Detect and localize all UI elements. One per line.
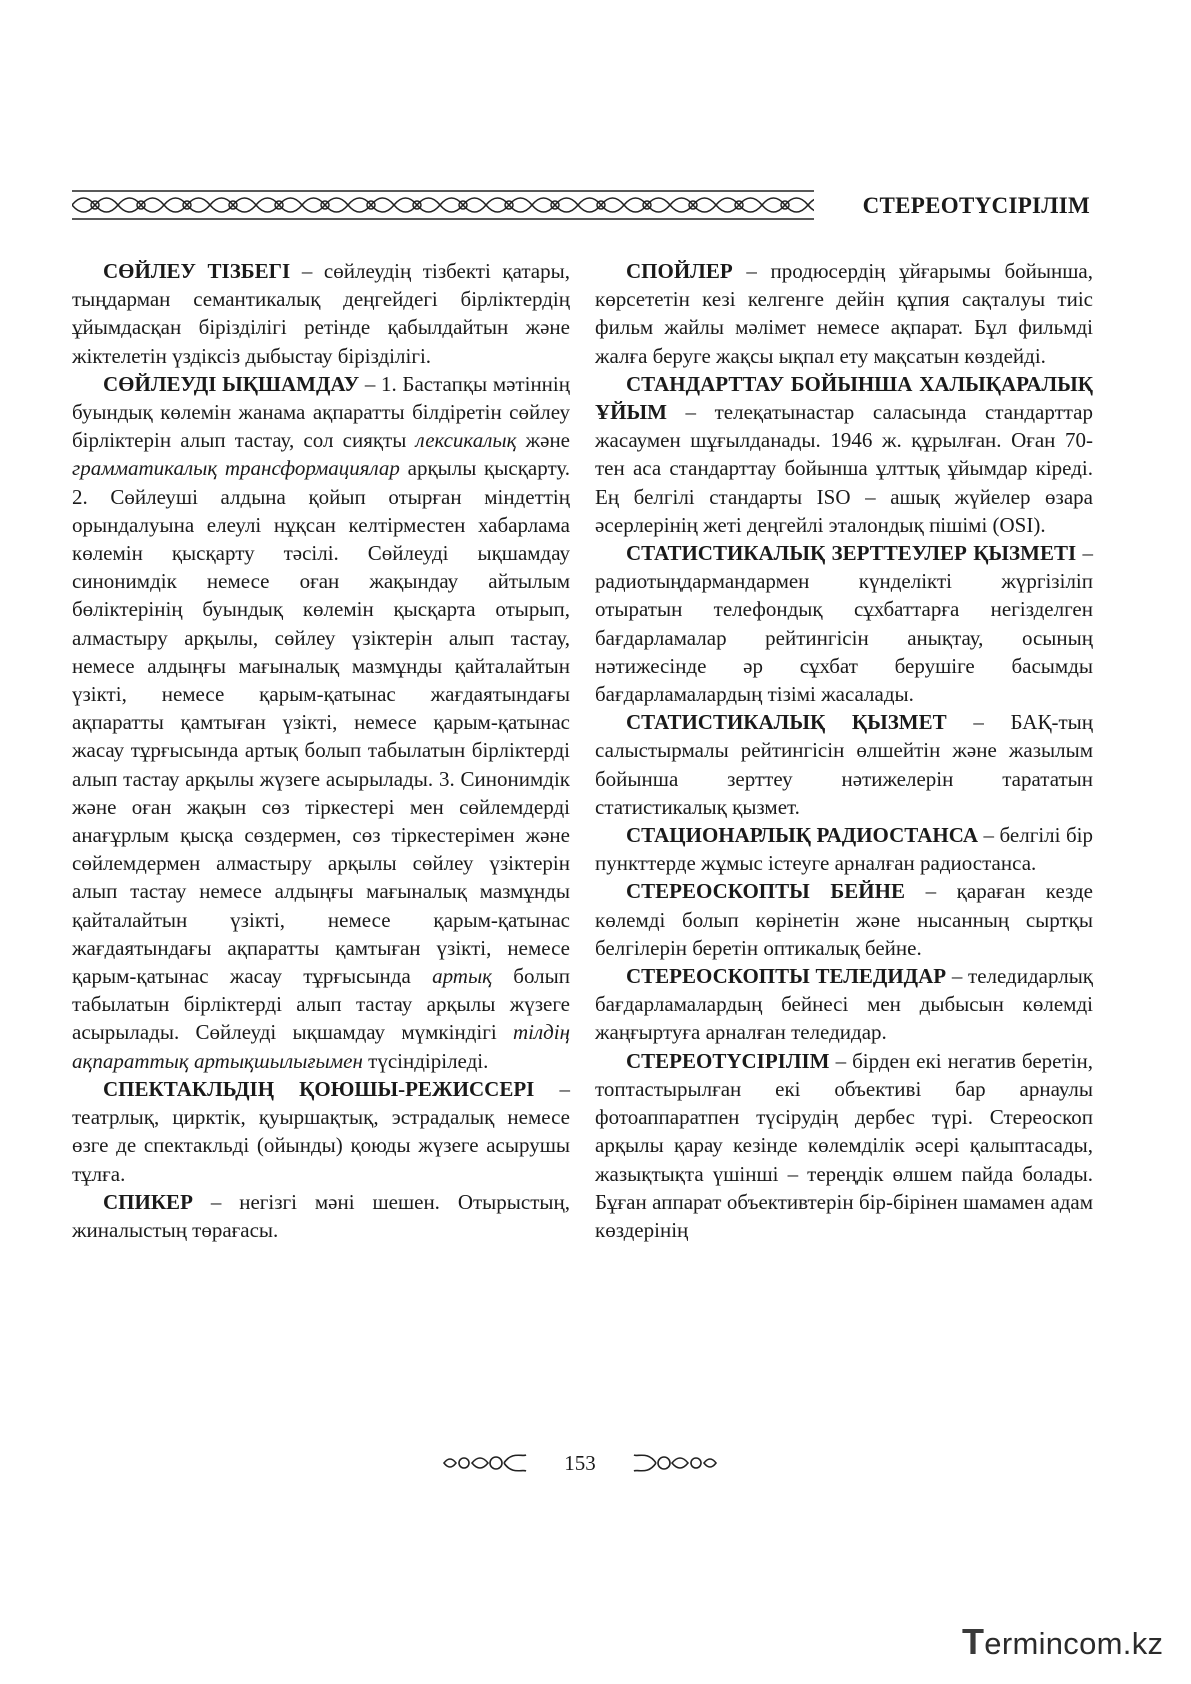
entry-term: СТЕРЕОСКОПТЫ ТЕЛЕДИДАР (626, 964, 947, 989)
entry-term: СПИКЕР (103, 1189, 193, 1214)
footer-ornament-right-icon (630, 1451, 720, 1475)
page-footer (0, 1449, 1191, 1479)
entry-italic-text: грамматикалық трансформациялар (72, 456, 400, 481)
entry-term: СӨЙЛЕУ ТІЗБЕГІ (103, 259, 291, 283)
entry-definition: – продюсердің ұйғарымы бойынша, көрсететін кезі келгенге дейін құпия сақталуы тиіс фильм жайлы мәлімет немесе ақпарат. Бұл фильмді жалға беруге жақсы ықпал ету мақсатын көздейді. (595, 259, 1093, 368)
entry-term: СТАЦИОНАРЛЫҚ РАДИОСТАНСА (626, 823, 979, 848)
dictionary-entry (72, 370, 570, 1075)
footer-ornament-left-icon (440, 1451, 530, 1475)
entry-definition: – негізгі мәні шешен. Отырыстың, жиналыстың төрағасы. (72, 1189, 570, 1242)
dictionary-entry (595, 708, 1093, 821)
entry-definition: – 1. Бастапқы мәтіннің буындық көлемін жанама ақпаратты білдіретін сөйлеу бірліктерін алып тастау, сол сияқты (72, 371, 570, 453)
entry-term: СӨЙЛЕУДІ ЫҚШАМДАУ (103, 371, 360, 396)
entry-definition: – бірден екі негатив беретін, топтастырылған екі объективі бар арнаулы фотоаппаратпен түсірудің дербес түрі. Стереоскоп арқылы қарау кезінде көлемділік әсері қалыптасады, жазықтықта үшінші – тереңдік өлшем пайда болады. Бұған аппарат объективтерін бір-бірінен шамамен адам көздерінің (595, 1048, 1093, 1242)
dictionary-entry (595, 821, 1093, 877)
dictionary-entry (595, 370, 1093, 539)
entry-definition: және (516, 428, 570, 453)
entry-term: СПОЙЛЕР (626, 259, 733, 283)
entry-definition: – телеқатынастар саласында стандарттар жасаумен шұғылданады. 1946 ж. құрылған. Оған 70-тен аса стандарттау бойынша ұлттық ұйымдар кіреді. Ең белгілі стандарты ISO – ашық жүйелер өзара әсерлерінің жеті деңгейлі эталондық пішімі (OSI). (595, 400, 1093, 537)
watermark-prefix: T (962, 1621, 985, 1662)
entry-definition: – театрлық, цирктік, қуыршақтық, эстрадалық немесе өзге де спектакльді (ойынды) қоюды жүзеге асырушы тұлға. (72, 1076, 570, 1186)
entry-definition: болып табылатын бірліктерді алып тастау арқылы жүзеге асырылады. Сөйлеуді ықшамдау мүмкіндігі (72, 964, 570, 1045)
dictionary-entry (72, 1188, 570, 1244)
running-header-title: СТЕРЕОТҮСІРІЛІМ (862, 193, 1090, 218)
dictionary-entry (595, 539, 1093, 708)
entry-definition: – белгілі бір пункттерде жұмыс істеуге арналған радиостанса. (595, 823, 1093, 876)
dictionary-entry (595, 257, 1093, 370)
entry-italic-text: тілдің ақпараттық артықшылығымен (72, 1020, 570, 1073)
right-column (595, 257, 1093, 1244)
entry-definition: – радиотыңдармандармен күнделікті жүргізіліп отыратын телефондық сұхбаттарға негізделген бағдарламалар рейтингісін анықтау, осының нәтижесінде әр сұхбат берушіге басымды бағдарламалардың тізімі жасалады. (595, 541, 1093, 707)
entry-term: СТАНДАРТТАУ БОЙЫНША ХАЛЫҚАРАЛЫҚ ҰЙЫМ (595, 371, 1093, 425)
page-number: 153 (564, 1451, 596, 1475)
entry-definition: – қараған кезде көлемді болып көрінетін және нысанның сыртқы белгілерін беретін оптикалық бейне. (595, 879, 1093, 960)
entry-definition: – сөйлеудің тізбекті қатары, тыңдарман семантикалық деңгейдегі бірліктердің ұйымдасқан бірізділігі ретінде қабылдайтын және жіктелетін үздіксіз дыбыстау бірізділігі. (72, 259, 570, 368)
entry-term: СТАТИСТИКАЛЫҚ ЗЕРТТЕУЛЕР ҚЫЗМЕТІ (626, 541, 1077, 566)
dictionary-entry (595, 962, 1093, 1047)
dictionary-entry (595, 1047, 1093, 1244)
header-ornament-border (72, 189, 814, 221)
entry-term: СТЕРЕОТҮСІРІЛІМ (626, 1048, 830, 1073)
dictionary-entry (72, 257, 570, 370)
left-column (72, 257, 570, 1244)
entry-definition: – БАҚ-тың салыстырмалы рейтингісін өлшейтін және жазылым бойынша зерттеу нәтижелерін тарататын статистикалық қызмет. (595, 710, 1093, 819)
dictionary-entry (72, 1075, 570, 1188)
entry-italic-text: лексикалық (415, 428, 517, 453)
entry-definition: арқылы қысқарту. 2. Сөйлеуші алдына қойып отырған міндеттің орындалуына елеулі нұқсан келтірместен хабарлама көлемін қысқарту тәсілі. Сөйлеуді ықшамдау синонимдік немесе оған жақындау айтылым бөліктерінің буындық көлемін қысқарта отырып, алмастыру арқылы, сөйлеу үзіктерін алып тастау, немесе алдыңғы мағыналық мазмұнды қайталайтын үзікті, немесе қарым-қатынас жағдаятындағы ақпаратты қамтыған үзікті, немесе қарым-қатынас жасау тұрғысында артық болып табылатын бірліктерді алып тастау арқылы жүзеге асырылады. 3. Синонимдік және оған жақын сөз тіркестері мен сөйлемдерді анағұрлым қысқа сөздермен, сөз тіркестерімен және сөйлемдермен алмастыру арқылы сөйлеу үзіктерін алып тастау немесе алдыңғы мағыналық мазмұнды қайталайтын үзікті, немесе қарым-қатынас жағдаятындағы ақпаратты қамтыған үзікті, немесе қарым-қатынас жасау тұрғысында (72, 456, 570, 989)
entry-term: СТЕРЕОСКОПТЫ БЕЙНЕ (626, 879, 905, 904)
entry-definition: түсіндіріледі. (362, 1048, 489, 1073)
entry-term: СТАТИСТИКАЛЫҚ ҚЫЗМЕТ (626, 710, 947, 735)
dictionary-entry (595, 877, 1093, 962)
entry-definition: – теледидарлық бағдарламалардың бейнесі мен дыбысын көлемді жаңғыртуға арналған теледидар. (595, 964, 1094, 1045)
entry-italic-text: артық (432, 964, 492, 989)
entry-term: СПЕКТАКЛЬДІҢ ҚОЮШЫ-РЕЖИССЕРІ (103, 1076, 535, 1101)
watermark-text: ermincom.kz (984, 1626, 1164, 1661)
site-watermark (962, 1620, 1172, 1664)
